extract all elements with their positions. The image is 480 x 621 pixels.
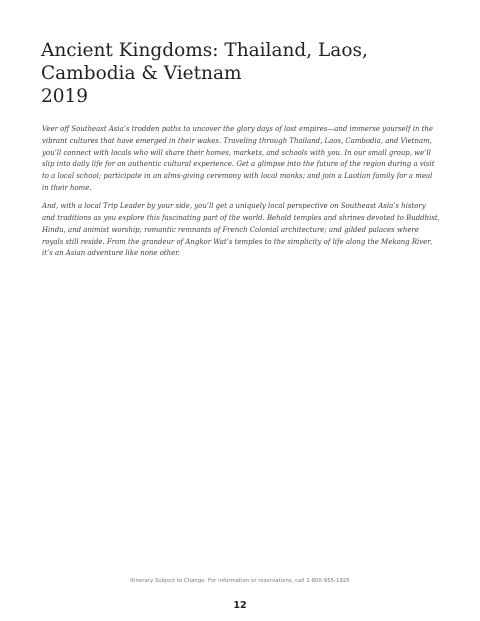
page-title: [41, 39, 441, 108]
title-line-3-year: 2019: [41, 86, 89, 107]
title-line-1: Ancient Kingdoms: Thailand, Laos,: [41, 40, 368, 61]
description-body: [42, 124, 440, 267]
paragraph-trip-leader: And, with a local Trip Leader by your side, you’ll get a uniquely local perspective on Southeast Asia’s history and traditions as you explore this fascinating part of the world. Behold temples and shrines devoted to Buddhist, Hindu, and animist worship; romantic remnants of French Colonial architecture; and gilded palaces where royals still reside. From the grandeur of Angkor Wat’s temples to the simplicity of life along the Mekong River, it’s an Asian adventure like none other.: [42, 202, 440, 258]
paragraph-intro: Veer off Southeast Asia’s trodden paths to uncover the glory days of lost empires—and immerse yourself in the vibrant cultures that have emerged in their wakes. Traveling through Thailand, Laos, Cambodia, and Vietnam, you’ll connect with locals who will share their homes, markets, and schools with you. In our small group, we’ll slip into daily life for an authentic cultural experience. Get a glimpse into the future of the region during a visit to a local school; participate in an alms-giving ceremony with local monks; and join a Laotian family for a meal in their home.: [42, 125, 435, 192]
footer-disclaimer: Itinerary Subject to Change. For information or reservations, call 1-800-955-1925: [130, 578, 350, 584]
page-number: 12: [233, 600, 247, 611]
title-line-2: Cambodia & Vietnam: [41, 63, 242, 84]
